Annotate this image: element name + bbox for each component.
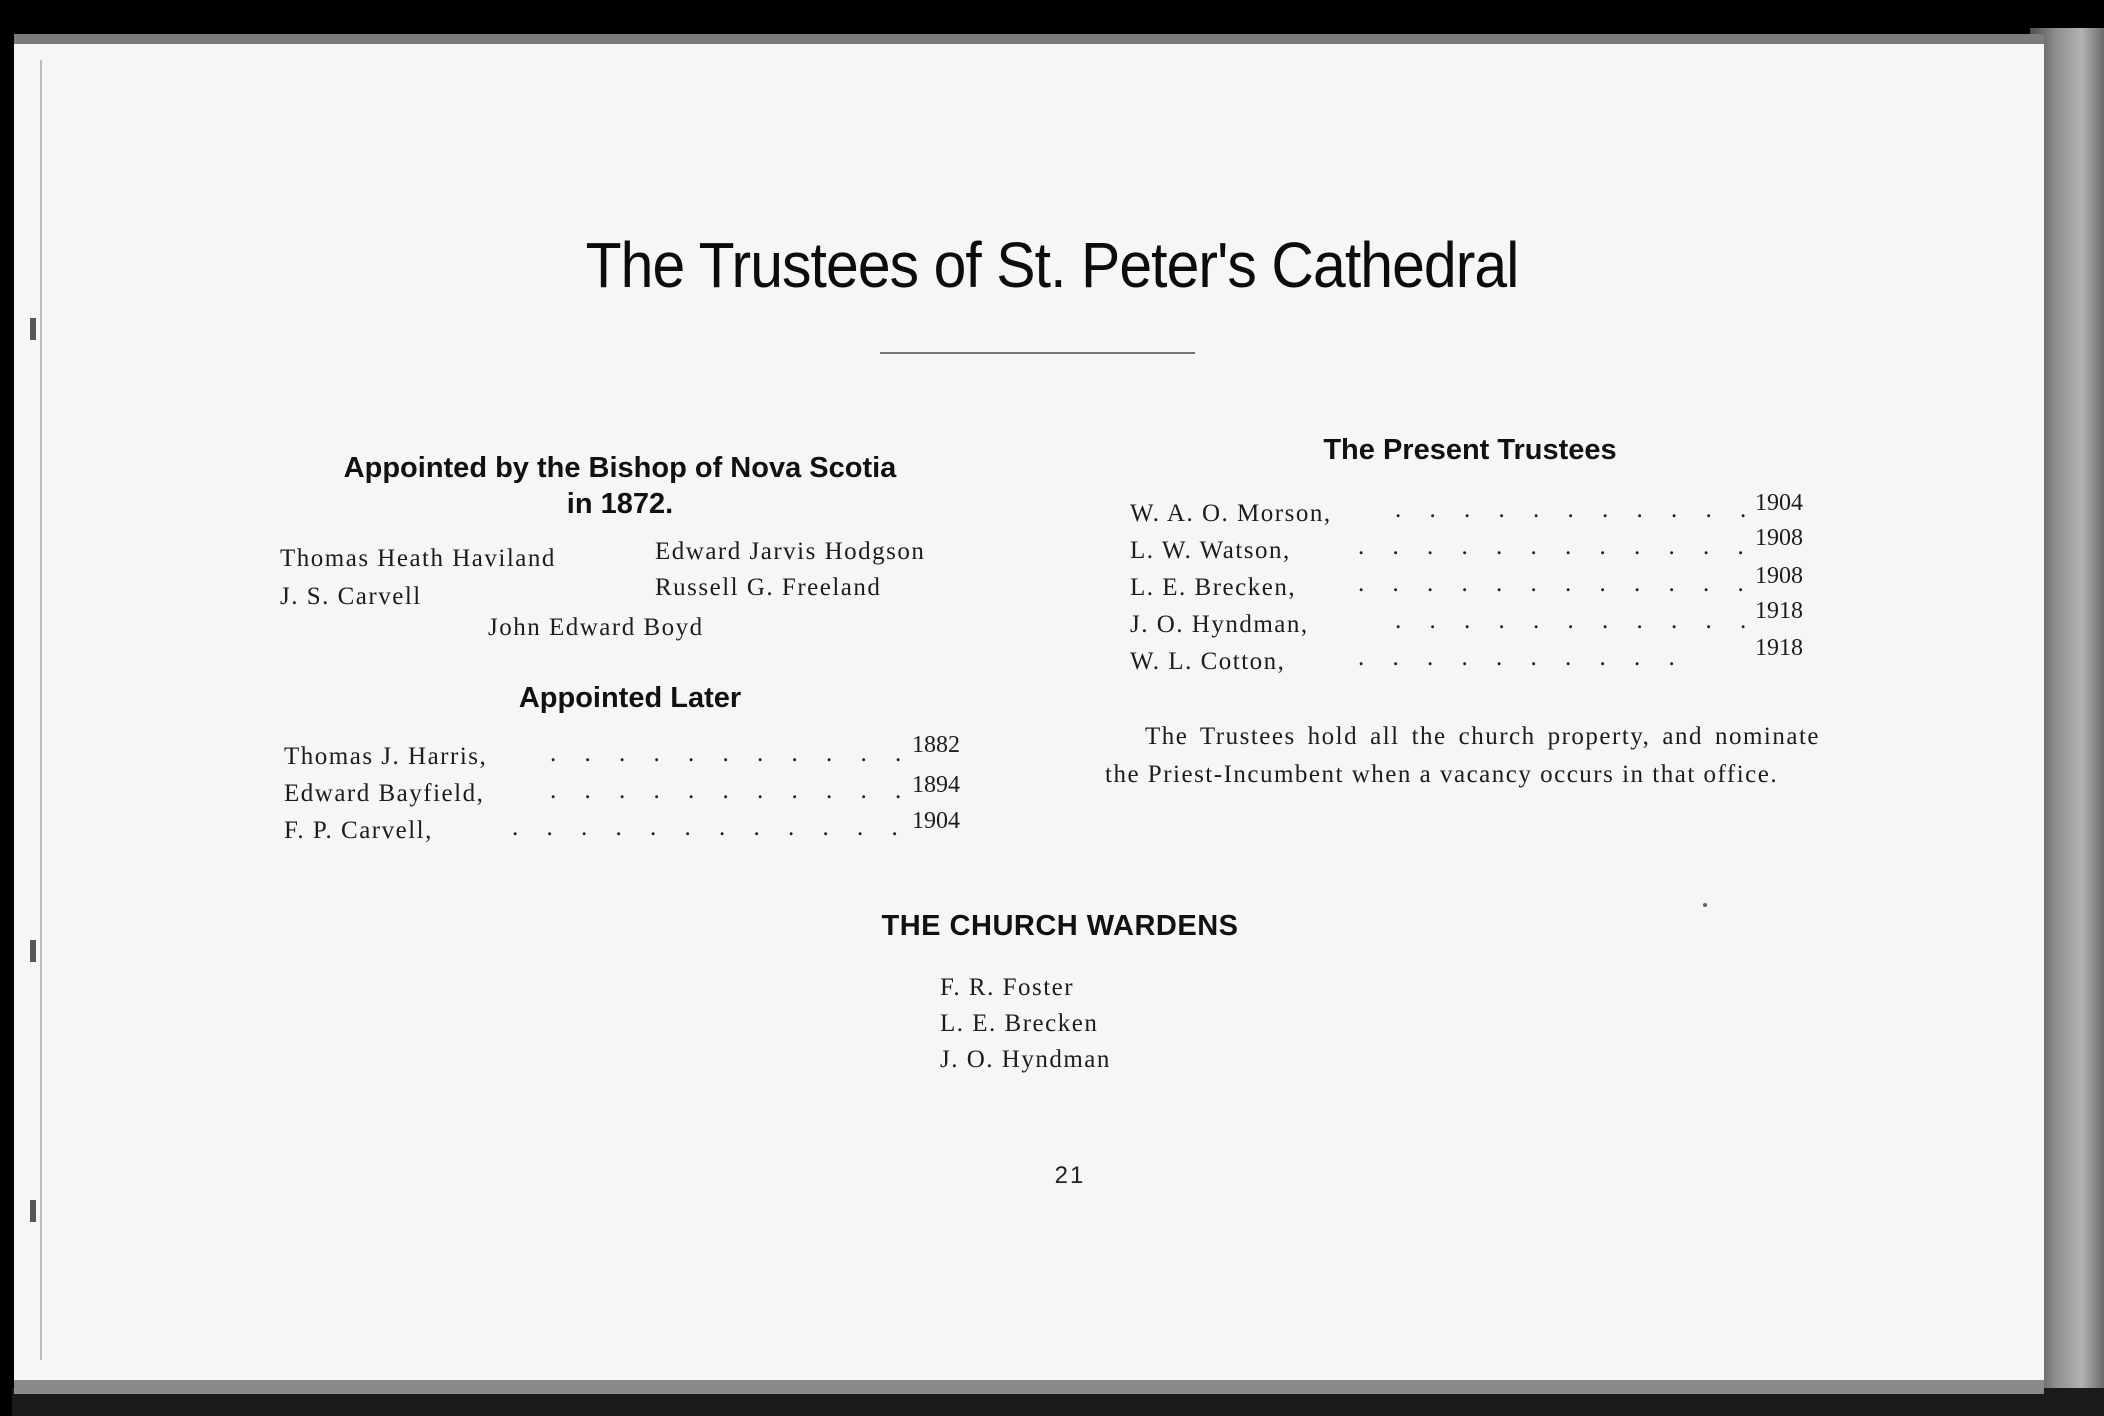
church-wardens-heading: THE CHURCH WARDENS — [881, 910, 1239, 942]
leader-dots: . . . . . . . . . . . — [1395, 496, 1758, 523]
appointment-year: 1908 — [1755, 563, 1803, 589]
trustee-name: Thomas Heath Haviland — [280, 545, 556, 572]
leader-dots: . . . . . . . . . . . . — [1358, 533, 1755, 560]
leader-dots: . . . . . . . . . . . — [550, 777, 913, 804]
page-number: 21 — [1054, 1162, 1086, 1189]
trustees-note: The Trustees hold all the church property, and nominate the Priest-Incumbent when a vacancy occurs in that office. — [1105, 723, 1820, 788]
appointment-year: 1904 — [1755, 490, 1803, 516]
appointed-later-heading: Appointed Later — [518, 682, 742, 714]
gutter-mark — [30, 318, 36, 340]
scan-left-border — [0, 0, 12, 1416]
ink-speck — [1703, 903, 1707, 907]
trustee-name: L. E. Brecken, — [1130, 574, 1297, 601]
appointment-year: 1908 — [1755, 525, 1803, 551]
page-gutter-line — [40, 60, 42, 1360]
title-divider — [880, 352, 1195, 354]
gutter-mark — [30, 1200, 36, 1222]
present-trustees-heading: The Present Trustees — [1323, 434, 1617, 466]
trustee-name: Thomas J. Harris, — [284, 743, 488, 770]
appointment-year: 1918 — [1755, 598, 1803, 624]
leader-dots: . . . . . . . . . . . . — [1358, 570, 1755, 597]
trustee-name: W. L. Cotton, — [1130, 648, 1286, 675]
appointment-year: 1904 — [912, 808, 960, 834]
leader-dots: . . . . . . . . . . — [1358, 644, 1686, 671]
trustee-name: L. W. Watson, — [1130, 537, 1291, 564]
warden-name: F. R. Foster — [940, 974, 1075, 1001]
trustee-name: W. A. O. Morson, — [1130, 500, 1332, 527]
page-title: The Trustees of St. Peter's Cathedral — [585, 229, 1519, 301]
trustee-name: F. P. Carvell, — [284, 817, 433, 844]
warden-name: L. E. Brecken — [940, 1010, 1099, 1037]
leader-dots: . . . . . . . . . . . . — [512, 814, 909, 841]
appointment-year: 1882 — [912, 732, 960, 758]
gutter-mark — [30, 940, 36, 962]
warden-name: J. O. Hyndman — [940, 1046, 1111, 1073]
leader-dots: . . . . . . . . . . . — [1395, 607, 1758, 634]
trustee-name: Russell G. Freeland — [655, 574, 882, 601]
trustee-name: J. S. Carvell — [280, 583, 422, 610]
bishop-section-year: in 1872. — [566, 488, 674, 520]
trustee-name: Edward Bayfield, — [284, 780, 485, 807]
bishop-section-heading: Appointed by the Bishop of Nova Scotia — [343, 452, 897, 484]
appointment-year: 1894 — [912, 772, 960, 798]
scan-top-border — [0, 0, 2104, 36]
trustee-name: J. O. Hyndman, — [1130, 611, 1309, 638]
trustee-name: Edward Jarvis Hodgson — [655, 538, 926, 565]
appointment-year: 1918 — [1755, 635, 1803, 661]
leader-dots: . . . . . . . . . . . — [550, 740, 913, 767]
trustee-name: John Edward Boyd — [488, 614, 704, 641]
